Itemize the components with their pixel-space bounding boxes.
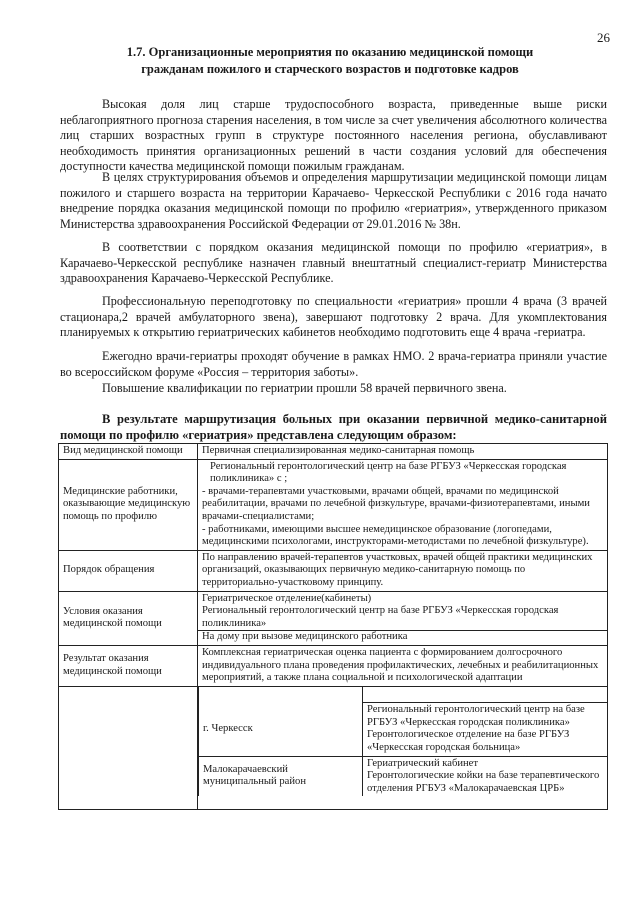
table-row: [199, 703, 608, 756]
table-cell: Первичная специализированная медико-санитарная помощь: [198, 444, 608, 460]
table-cell: [199, 687, 363, 703]
table-cell: Условия оказания медицинской помощи: [59, 591, 198, 645]
workers-line: Региональный геронтологический центр на базе РГБУЗ «Черкесская городская поликлиника» с ;: [210, 460, 567, 485]
paragraph-retraining: Профессиональную переподготовку по специальности «гериатрия» прошли 4 врача (3 врачей стационара,2 врачей амбулаторного звена), завершают подготовку 2 врача. Для укомплектования планируемых к открытию гериатрических кабинетов необходимо подготовить еще 4 врача -гериатра.: [60, 294, 607, 340]
workers-line: - работниками, имеющими высшее немедицинское образование (логопедами, медицинскими психологами, инструкторами-методистами по лечебной физкультуре).: [202, 523, 589, 548]
table-row: [199, 687, 608, 703]
workers-line: - врачами-терапевтами участковыми, врачами общей, врачами по медицинской реабилитации, врачами по лечебной физкультуре, врачами-физиотерапевтами, иными врачами-специалистами;: [202, 485, 590, 522]
table-row: [59, 444, 608, 460]
table-cell: [363, 756, 608, 796]
section-title-line1: 1.7. Организационные мероприятия по оказанию медицинской помощи: [126, 45, 534, 59]
table-cell: Вид медицинской помощи: [59, 444, 198, 460]
table-cell: [198, 686, 608, 809]
paragraph-elderly-population: Высокая доля лиц старше трудоспособного возраста, приведенные выше риски неблагоприятного прогноза старения населения, в том числе за счет увеличения абсолютного количества лиц старших возрастных групп в структуре постоянного населения региона, обуславливают необходимость принятия организационных решений в части создания условий для обеспечения доступности качества медицинской помощи пожилым гражданам.: [60, 97, 607, 174]
table-row: [59, 645, 608, 686]
table-cell: [59, 686, 198, 809]
conditions-line: Региональный геронтологический центр на базе РГБУЗ «Черкесская городская поликлиника»: [202, 605, 559, 629]
section-title: [60, 44, 600, 78]
cherkessk-line: Региональный геронтологический центр на базе РГБУЗ «Черкесская городская поликлиника»: [367, 704, 585, 728]
malokarachay-line: Геронтологические койки на базе терапевтического отделения РГБУЗ «Малокарачаевская ЦРБ»: [367, 770, 600, 794]
table-row: [59, 550, 608, 591]
table-cell: г. Черкесск: [199, 703, 363, 756]
table-row: [59, 591, 608, 645]
locations-subtable: [198, 687, 607, 797]
page-number: 26: [597, 30, 610, 45]
table-cell: Медицинские работники, оказывающие медицинскую помощь по профилю: [59, 459, 198, 550]
table-cell: [198, 591, 608, 645]
routing-table: [58, 443, 608, 810]
paragraph-chief-specialist: В соответствии с порядком оказания медицинской помощи по профилю «гериатрия», в Карачаево-Черкесской республике назначен главный внештатный специалист-гериатр Министерства здравоохранения Карачаево-Черкесской Республике.: [60, 240, 607, 286]
table-cell: Комплексная гериатрическая оценка пациента с формированием долгосрочного индивидуального плана проведения профилактических, лечебных и реабилитационных мероприятий, а также плана социальной и психологической адаптации: [198, 645, 608, 686]
table-cell: Результат оказания медицинской помощи: [59, 645, 198, 686]
table-row: [199, 756, 608, 796]
conditions-line: На дому при вызове медицинского работника: [198, 630, 607, 644]
table-row: [59, 459, 608, 550]
table-cell: Порядок обращения: [59, 550, 198, 591]
paragraph-geriatrics-order: В целях структурирования объемов и определения маршрутизации медицинской помощи лицам пожилого и старшего возраста на территории Карачаево- Черкесской Республики с 2016 года начато внедрение порядка оказания медицинской помощи по профилю «гериатрия», утвержденного приказом Министерства здравоохранения Российской Федерации от 29.01.2016 № 38н.: [60, 170, 607, 231]
table-cell: [363, 687, 608, 703]
table-cell: По направлению врачей-терапевтов участковых, врачей общей практики медицинских организаций, оказывающих первичную медико-санитарную помощь по территориально-участковому принципу.: [198, 550, 608, 591]
cherkessk-line: Геронтологическое отделение на базе РГБУЗ «Черкесская городская больница»: [367, 729, 570, 753]
conditions-line: Гериатрическое отделение(кабинеты): [202, 592, 372, 604]
malokarachay-line: Гериатрический кабинет: [367, 757, 479, 769]
routing-heading: В результате маршрутизация больных при оказании первичной медико-санитарной помощи по профилю «гериатрия» представлена следующим образом:: [60, 412, 607, 442]
table-cell: [198, 459, 608, 550]
table-cell: Малокарачаевский муниципальный район: [199, 756, 363, 796]
paragraph-qualification: Повышение квалификации по гериатрии прошли 58 врачей первичного звена.: [102, 381, 507, 395]
table-cell: [363, 703, 608, 756]
section-title-line2: гражданам пожилого и старческого возрастов и подготовке кадров: [141, 62, 519, 76]
paragraph-annual-training: Ежегодно врачи-гериатры проходят обучение в рамках НМО. 2 врача-гериатра приняли участие во всероссийском форуме «Россия – территория заботы».: [60, 349, 607, 379]
table-row: [59, 686, 608, 809]
